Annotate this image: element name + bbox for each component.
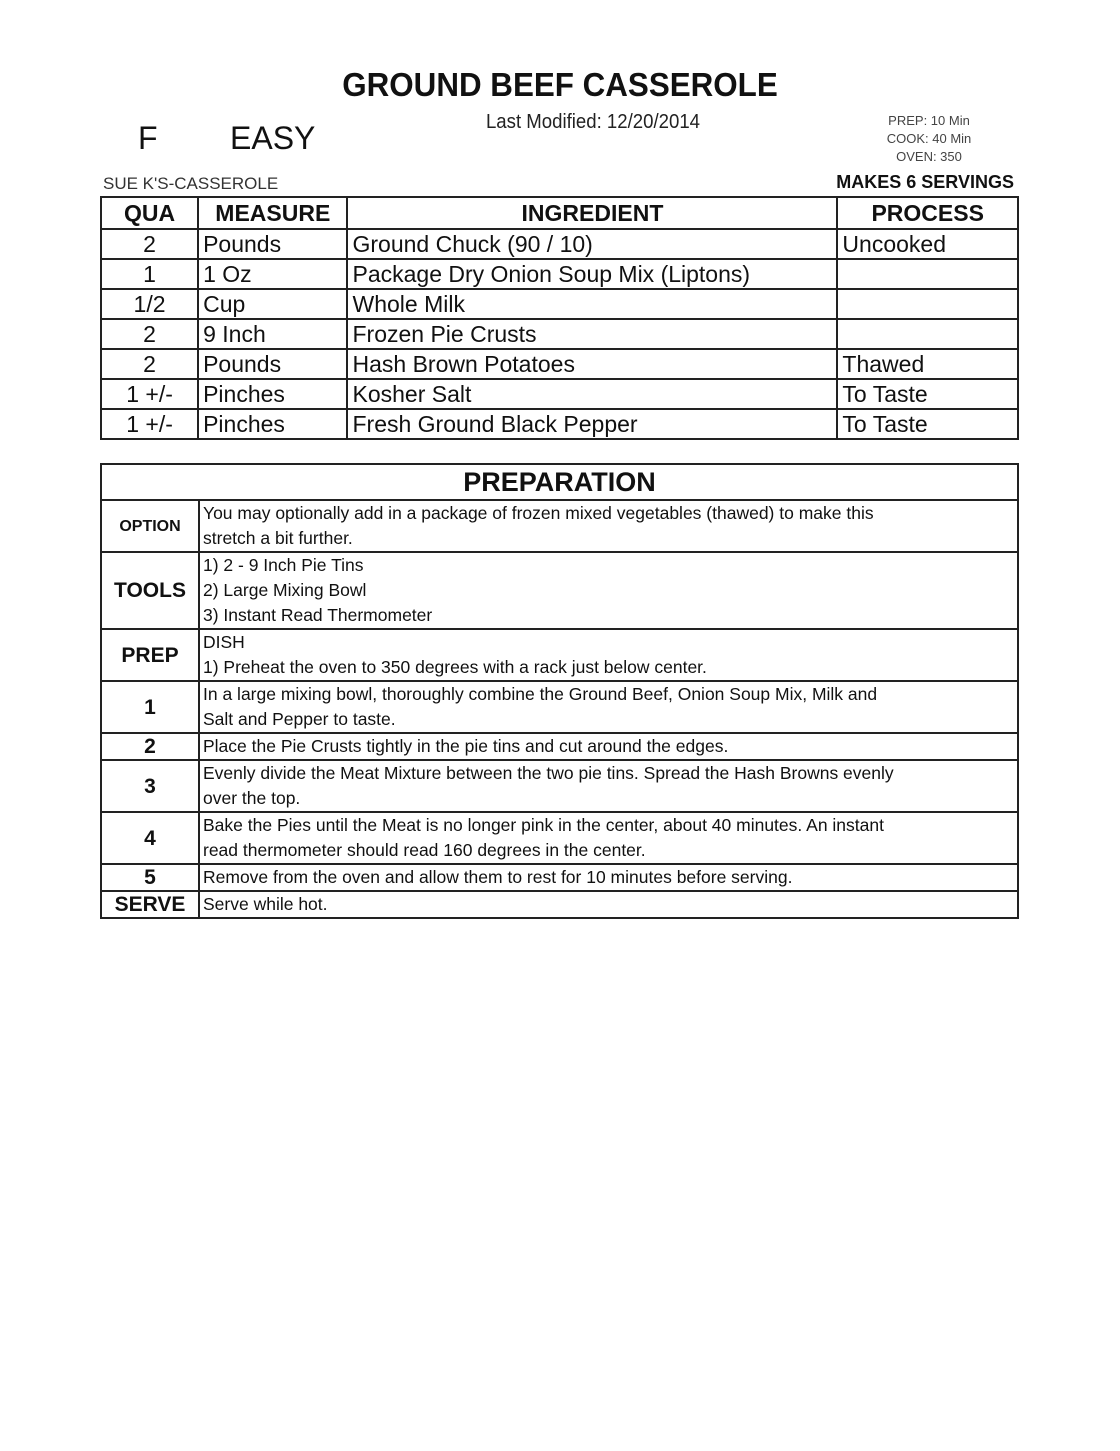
- ingredient-measure: 1 Oz: [198, 259, 347, 289]
- step-line: Serve while hot.: [203, 894, 328, 914]
- ingredient-qty: 1 +/-: [101, 379, 198, 409]
- step-text: [199, 552, 1018, 629]
- ingredient-row: [101, 379, 1018, 409]
- step-text: [199, 760, 1018, 812]
- step-line: Salt and Pepper to taste.: [203, 709, 396, 729]
- ingredient-measure: Pinches: [198, 379, 347, 409]
- step-label: TOOLS: [101, 552, 199, 629]
- ingredient-measure: Pinches: [198, 409, 347, 439]
- step-text: [199, 864, 1018, 891]
- ingredient-row: [101, 349, 1018, 379]
- preparation-header-row: [101, 464, 1018, 500]
- step-label: 3: [101, 760, 199, 812]
- ingredient-name: Fresh Ground Black Pepper: [347, 409, 837, 439]
- recipe-title: GROUND BEEF CASSEROLE: [342, 66, 778, 103]
- step-text: [199, 681, 1018, 733]
- step-line: 3) Instant Read Thermometer: [203, 605, 433, 625]
- ingredients-table: [100, 196, 1019, 440]
- preparation-heading: PREPARATION: [101, 464, 1018, 500]
- step-line: Remove from the oven and allow them to rest for 10 minutes before serving.: [203, 867, 793, 887]
- ingredient-process: [837, 289, 1018, 319]
- ingredient-process: Thawed: [837, 349, 1018, 379]
- step-line: 1) 2 - 9 Inch Pie Tins: [203, 555, 364, 575]
- step-line: Evenly divide the Meat Mixture between the two pie tins. Spread the Hash Browns evenly: [203, 763, 894, 783]
- ingredient-qty: 2: [101, 229, 198, 259]
- ingredient-measure: Pounds: [198, 349, 347, 379]
- category-letter: F: [138, 120, 158, 156]
- preparation-row: [101, 500, 1018, 552]
- step-line: In a large mixing bowl, thoroughly combine the Ground Beef, Onion Soup Mix, Milk and: [203, 684, 878, 704]
- oven-temp: OVEN: 350: [896, 149, 962, 164]
- preparation-row: [101, 812, 1018, 864]
- ingredient-name: Hash Brown Potatoes: [347, 349, 837, 379]
- step-line: Bake the Pies until the Meat is no longer pink in the center, about 40 minutes. An instant: [203, 815, 884, 835]
- preparation-table: [100, 463, 1019, 919]
- ingredient-row: [101, 259, 1018, 289]
- ingredient-measure: 9 Inch: [198, 319, 347, 349]
- step-label: 1: [101, 681, 199, 733]
- step-line: 1) Preheat the oven to 350 degrees with a rack just below center.: [203, 657, 707, 677]
- preparation-row: [101, 552, 1018, 629]
- ingredient-name: Frozen Pie Crusts: [347, 319, 837, 349]
- ingredient-process: Uncooked: [837, 229, 1018, 259]
- step-label: 2: [101, 733, 199, 760]
- step-text: [199, 629, 1018, 681]
- recipe-source: SUE K'S-CASSEROLE: [103, 174, 279, 193]
- step-label: OPTION: [101, 500, 199, 552]
- step-line: over the top.: [203, 788, 301, 808]
- last-modified: Last Modified: 12/20/2014: [485, 111, 701, 133]
- step-line: stretch a bit further.: [203, 528, 353, 548]
- preparation-row: [101, 760, 1018, 812]
- ingredients-header-row: [101, 197, 1018, 229]
- ingredient-row: [101, 319, 1018, 349]
- step-text: [199, 733, 1018, 760]
- cook-time: COOK: 40 Min: [886, 131, 972, 146]
- ingredient-measure: Cup: [198, 289, 347, 319]
- prep-time: PREP: 10 Min: [888, 113, 970, 128]
- ingredient-row: [101, 229, 1018, 259]
- ingredient-row: [101, 289, 1018, 319]
- ingredient-process: To Taste: [837, 379, 1018, 409]
- ingredient-name: Package Dry Onion Soup Mix (Liptons): [347, 259, 837, 289]
- ingredient-row: [101, 409, 1018, 439]
- step-line: 2) Large Mixing Bowl: [203, 580, 367, 600]
- ingredient-qty: 1 +/-: [101, 409, 198, 439]
- ingredient-qty: 1/2: [101, 289, 198, 319]
- step-line: read thermometer should read 160 degrees in the center.: [203, 840, 646, 860]
- ingredient-measure: Pounds: [198, 229, 347, 259]
- ingredient-process: To Taste: [837, 409, 1018, 439]
- preparation-row: [101, 629, 1018, 681]
- preparation-row: [101, 891, 1018, 918]
- ingredient-qty: 1: [101, 259, 198, 289]
- ingredient-name: Ground Chuck (90 / 10): [347, 229, 837, 259]
- preparation-row: [101, 681, 1018, 733]
- step-line: Place the Pie Crusts tightly in the pie tins and cut around the edges.: [203, 736, 729, 756]
- time-info: [876, 112, 982, 166]
- preparation-row: [101, 733, 1018, 760]
- col-qty: QUA: [101, 197, 198, 229]
- col-measure: MEASURE: [198, 197, 347, 229]
- step-label: SERVE: [101, 891, 199, 918]
- ingredient-process: [837, 319, 1018, 349]
- ingredient-name: Kosher Salt: [347, 379, 837, 409]
- step-text: [199, 812, 1018, 864]
- ingredient-name: Whole Milk: [347, 289, 837, 319]
- step-line: DISH: [203, 632, 245, 652]
- ingredient-qty: 2: [101, 319, 198, 349]
- ingredient-qty: 2: [101, 349, 198, 379]
- step-label: PREP: [101, 629, 199, 681]
- preparation-row: [101, 864, 1018, 891]
- difficulty-label: EASY: [230, 120, 316, 156]
- step-label: 4: [101, 812, 199, 864]
- col-process: PROCESS: [837, 197, 1018, 229]
- ingredient-process: [837, 259, 1018, 289]
- step-line: You may optionally add in a package of frozen mixed vegetables (thawed) to make this: [203, 503, 874, 523]
- servings: MAKES 6 SERVINGS: [836, 172, 1014, 192]
- col-ingredient: INGREDIENT: [347, 197, 837, 229]
- step-text: [199, 500, 1018, 552]
- step-label: 5: [101, 864, 199, 891]
- step-text: [199, 891, 1018, 918]
